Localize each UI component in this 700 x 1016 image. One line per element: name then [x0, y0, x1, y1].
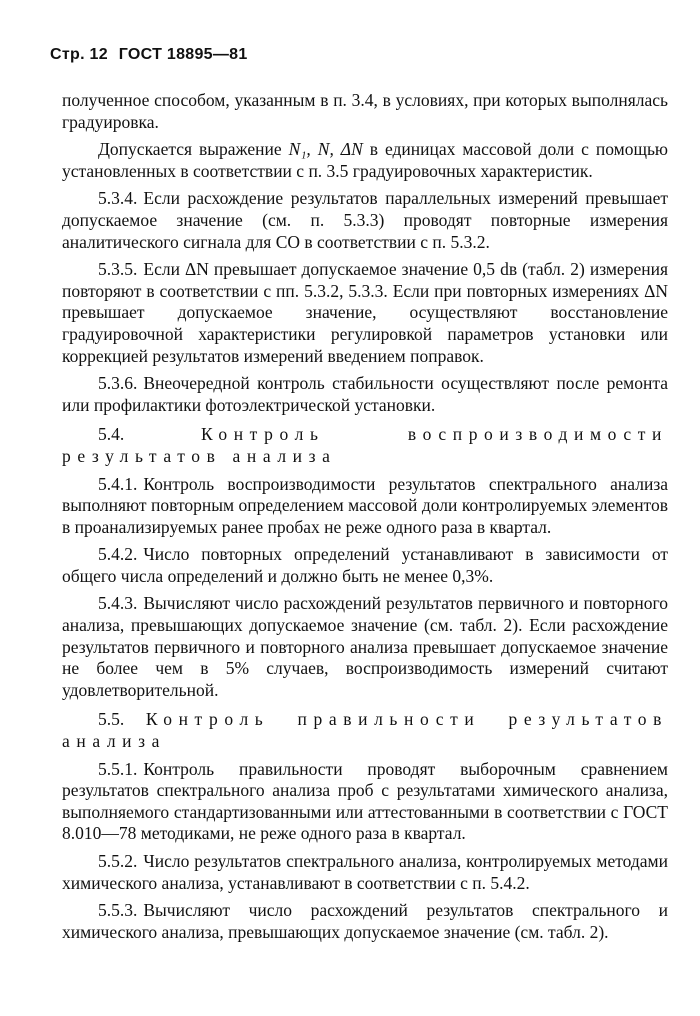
clause-text: Вычисляют число расхождений результатов спектрального и химического анализа, превышающих допускаемое значение (см. табл. 2). [62, 900, 668, 942]
clause-number: 5.5.1. [98, 758, 138, 779]
section-number: 5.5. [98, 709, 125, 730]
clause-5-3-6 [62, 373, 668, 416]
clause-text: Число повторных определений устанавливают в зависимости от общего числа определений и должно быть не менее 0,3%. [62, 544, 668, 586]
clause-number: 5.3.6. [98, 373, 138, 394]
section-title: Контроль воспроизводимости результатов анализа [62, 424, 668, 466]
clause-number: 5.3.5. [98, 259, 138, 280]
clause-number: 5.5.2. [98, 851, 138, 871]
page-header [50, 46, 668, 64]
clause-number: 5.3.4. [98, 188, 138, 209]
paragraph-text: в единицах массовой доли с помощью установленных в соответствии с п. 3.5 градуировочных характеристик. [62, 139, 669, 181]
clause-5-3-5 [62, 259, 668, 367]
section-heading-5-5 [62, 709, 668, 752]
section-title: Контроль правильности результатов анализа [62, 709, 669, 752]
clause-number: 5.4.1. [98, 473, 138, 494]
clause-5-4-3 [62, 593, 668, 701]
document-page [50, 46, 669, 949]
clause-5-5-1 [62, 759, 668, 845]
section-number: 5.4. [98, 424, 125, 445]
clause-text: Если расхождение результатов параллельных измерений превышает допускаемое значение (см. п. 5.3.3) проводят повторные измерения аналитического сигнала для СО в соответствии с п. 5.3.2. [62, 188, 668, 252]
clause-text: Контроль воспроизводимости результатов спектрального анализа выполняют повторным определением массовой доли контролируемых элементов в проанализируемых ранее пробах не реже одного раза в квартал. [62, 473, 668, 537]
standard-number: ГОСТ 18895—81 [118, 46, 248, 63]
variable-symbols: N₁, N, ΔN [288, 139, 363, 160]
paragraph-units-note [62, 139, 668, 182]
clause-5-5-3 [62, 900, 668, 943]
clause-number: 5.4.3. [98, 593, 138, 614]
paragraph-continuation [62, 90, 668, 133]
clause-number: 5.4.2. [98, 544, 138, 565]
clause-5-4-1 [62, 474, 668, 539]
clause-5-3-4 [62, 188, 668, 253]
clause-text: Вычисляют число расхождений результатов первичного и повторного анализа, превышающих допускаемое значение (см. табл. 2). Если расхождение результатов первичного и повторного анализа превышает допускаемое значение не более чем в 5% случаев, воспроизводимость измерений считают удовлетворительной. [62, 593, 668, 700]
clause-5-5-2 [62, 851, 668, 894]
clause-text: Если ΔN превышает допускаемое значение 0,5 dв (табл. 2) измерения повторяют в соответствии с пп. 5.3.2, 5.3.3. Если при повторных измерениях ΔN превышает допускаемое значение, осуществляют восстановление градуировочной характеристики регулировкой параметров установки или коррекцией результатов измерений введением поправок. [62, 259, 668, 366]
clause-5-4-2 [62, 544, 668, 587]
page-label: Стр. 12 [50, 46, 108, 63]
clause-text: Внеочередной контроль стабильности осуществляют после ремонта или профилактики фотоэлектрической установки. [62, 373, 668, 415]
clause-number: 5.5.3. [98, 900, 138, 921]
clause-text: Контроль правильности проводят выборочным сравнением результатов спектрального анализа проб с результатами химического анализа, выполняемого стандартизованными или аттестованными в соответствии с ГОСТ 8.010—78 методиками, не реже одного раза в квартал. [62, 758, 668, 844]
section-heading-5-4 [62, 424, 668, 467]
clause-text: Число результатов спектрального анализа, контролируемых методами химического анализа, устанавливают в соответствии с п. 5.4.2. [62, 851, 668, 893]
paragraph-text: полученное способом, указанным в п. 3.4, в условиях, при которых выполнялась градуировка. [62, 90, 668, 132]
paragraph-text-pre: Допускается выражение [98, 139, 289, 160]
